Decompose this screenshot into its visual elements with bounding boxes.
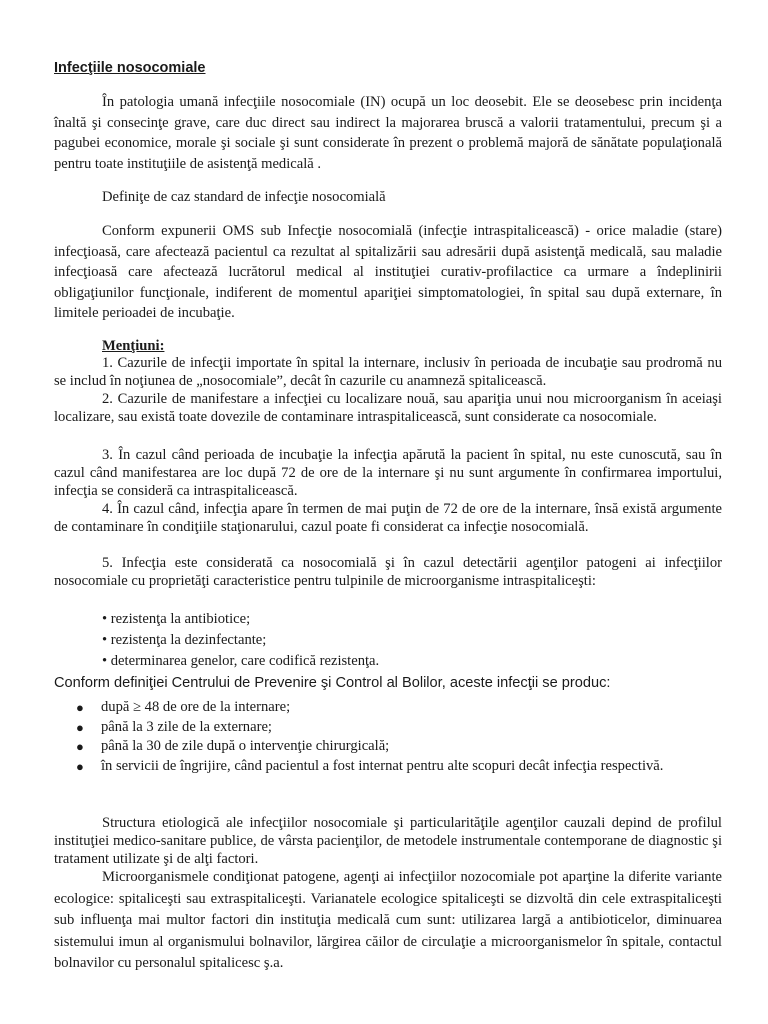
resistance-item: • rezistenţa la dezinfectante;	[102, 632, 267, 648]
etiology-paragraph: Structura etiologică ale infecţiilor nosocomiale şi particularităţile agenţilor cauzali depind de profilul instituţiei medico-sanitare publice, de vârsta pacienţilor, de metodele instrumentale contemporane de diagnostic şi tratament utilizate şi de alţi factori.	[54, 815, 722, 867]
mention-5: 5. Infecţia este considerată ca nosocomială şi în cazul detectării agenţilor patogeni ai infecţiilor nosocomiale cu proprietăţi caracteristice pentru tulpinile de microorganisme intraspitaliceşti:	[54, 555, 722, 589]
list-item	[54, 757, 722, 777]
mention-3: 3. În cazul când perioada de incubaţie la infecţia apărută la pacient în spital, nu este cunoscută, sau în cazul când manifestarea are loc după 72 de ore de la internare şi nu sunt argumente în confirmarea importului, infecţia se consideră ca intraspitalicească.	[54, 447, 722, 499]
resistance-item: • rezistenţa la antibiotice;	[102, 611, 251, 627]
document-title: Infecţiile nosocomiale	[54, 60, 206, 76]
list-item	[54, 718, 722, 738]
bullet-icon: ●	[76, 758, 84, 774]
list-item	[54, 737, 722, 757]
cdc-item-text: după ≥ 48 de ore de la internare;	[101, 699, 291, 715]
resistance-list	[102, 609, 722, 672]
microorganisms-paragraph: Microorganismele condiţionat patogene, agenţi ai infecţiilor nozocomiale pot aparţine la diferite variante ecologice: spitaliceşti sau extraspitaliceşti. Varianatele ecologice spitaliceşti se dizvoltă din cele extraspitaliceşti sub influenţa mai multor factori din instituţia medicală cum sunt: utilizarea largă a antibioticelor, diminuarea sistemului imun al organismului bolnavilor, lărgirea căilor de circulaţie a microorganismelor în spitale, contactul bolnavilor cu personalul spitalicesc ş.a.	[54, 869, 722, 971]
mention-1: 1. Cazurile de infecţii importate în spital la internare, inclusiv în perioada de incubaţie sau prodromă nu se includ în noţiunea de „nosocomiale”, decât în cazurile cu anamneză spitalicească.	[54, 355, 722, 389]
cdc-item-text: în servicii de îngrijire, când pacientul a fost internat pentru alte scopuri decât infecţia respectivă.	[101, 757, 664, 774]
mention-4: 4. În cazul când, infecţia apare în termen de mai puţin de 72 de ore de la internare, însă există argumente de contaminare în condiţiile staţionarului, cazul poate fi considerat ca infecţie nosocomială.	[54, 501, 722, 535]
cdc-criteria-list	[54, 698, 722, 776]
mentiuni-heading: Menţiuni:	[102, 338, 165, 354]
bullet-icon: ●	[76, 700, 84, 715]
list-item	[54, 698, 722, 718]
definition-heading: Definiţe de caz standard de infecţie nosocomială	[102, 189, 386, 205]
cdc-item-text: până la 30 de zile după o intervenţie chirurgicală;	[101, 738, 390, 755]
resistance-item: • determinarea genelor, care codifică rezistenţa.	[102, 653, 380, 669]
bullet-icon: ●	[76, 719, 84, 735]
intro-paragraph: În patologia umană infecţiile nosocomiale (IN) ocupă un loc deosebit. Ele se deosebesc prin incidenţa înaltă şi consecinţe grave, care duc direct sau indirect la majorarea bruscă a valorii tratamentului, precum şi a pagubei economice, morale şi sociale şi sunt considerate în prezent o problemă majoră de sănătate populaţională pentru toate instituţiile de asistenţă medicală .	[54, 94, 722, 172]
mention-2: 2. Cazurile de manifestare a infecţiei cu localizare nouă, sau apariţia unui nou microorganism în aceiaşi localizare, sau există toate dovezile de contaminare intraspitalicească, sunt considerate ca nosocomiale.	[54, 391, 722, 425]
cdc-intro: Conform definiţiei Centrului de Prevenire şi Control al Bolilor, aceste infecţii se produc:	[54, 675, 611, 691]
oms-definition-paragraph: Conform expunerii OMS sub Infecţie nosocomială (infecţie intraspitalicească) - orice maladie (stare) infecţioasă, care afectează pacientul ca rezultat al spitalizării sau adresării după asistenţă medicală, sau maladie infecţioasă care afectează lucrătorul medical al instituţiei curativ-profilactice ca urmare a îndeplinirii obligaţiunilor funcţionale, indiferent de momentul apariţiei simptomatologiei, în spital sau după externare, în limitele perioadei de incubaţie.	[54, 223, 722, 321]
cdc-item-text: până la 3 zile de la externare;	[101, 718, 272, 735]
bullet-icon: ●	[76, 739, 84, 755]
mentiuni-heading-line	[54, 337, 722, 355]
